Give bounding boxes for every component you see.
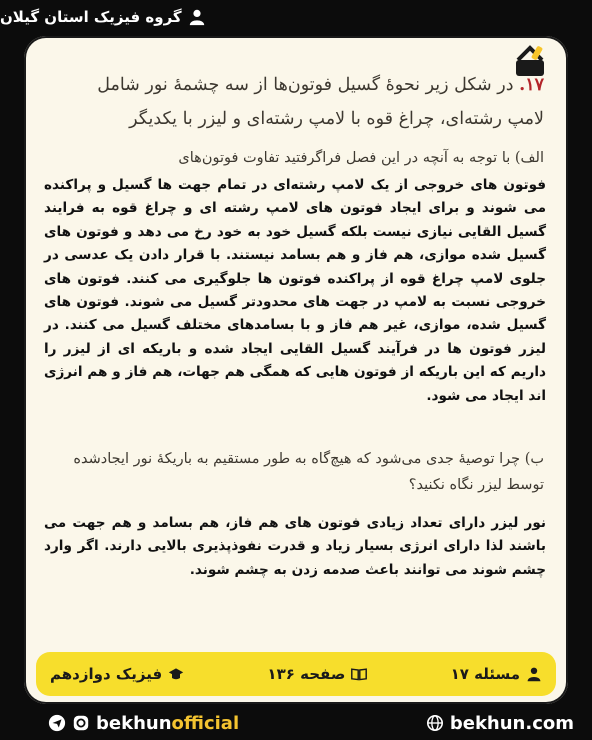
footer-book-label: فیزیک دوازدهم bbox=[50, 665, 163, 683]
part-b-question: ب) چرا توصیهٔ جدی می‌شود که هیچ‌گاه به طور مستقیم به باریکهٔ نور ایجادشده توسط لیزر نگاه نکنید؟ bbox=[73, 451, 544, 493]
bottom-bar bbox=[0, 706, 592, 740]
problem-statement bbox=[64, 68, 544, 136]
globe-icon bbox=[426, 714, 444, 732]
website-link[interactable] bbox=[426, 713, 574, 734]
part-a-question: الف) با توجه به آنچه در این فصل فراگرفتید تفاوت فوتون‌های bbox=[178, 150, 544, 166]
handle-suffix: official bbox=[171, 712, 240, 734]
part-b-answer: نور لیزر دارای تعداد زیادی فوتون های هم فاز، هم بسامد و هم جهت می باشند لذا دارای انرژی بسیار زیاد و قدرت نفوذپذیری بالایی دارند. اگر وارد چشم شوند می توانند باعث صدمه زدن به چشم شوند. bbox=[44, 515, 546, 578]
handle-prefix: bekhun bbox=[96, 712, 172, 734]
user-icon bbox=[188, 8, 206, 26]
problem-text: در شکل زیر نحوهٔ گسیل فوتون‌ها از سه چشمهٔ نور شامل لامپ رشته‌ای، چراغ قوه با لامپ رشته‌ای و لیزر با یکدیگر bbox=[97, 75, 544, 129]
user-icon bbox=[526, 666, 542, 682]
website-url: bekhun.com bbox=[449, 712, 574, 734]
telegram-icon bbox=[48, 714, 66, 732]
footer-page-label: صفحه ۱۳۶ bbox=[267, 665, 346, 683]
social-handle[interactable] bbox=[48, 713, 239, 734]
footer-page bbox=[267, 665, 367, 683]
problem-number: ۱۷. bbox=[519, 75, 544, 95]
open-book-icon bbox=[351, 666, 367, 682]
content-card bbox=[24, 36, 568, 704]
graduation-cap-icon bbox=[168, 666, 184, 682]
footer-problem-label: مسئله ۱۷ bbox=[450, 665, 520, 683]
footer-bar bbox=[36, 652, 556, 696]
top-bar bbox=[0, 0, 592, 34]
instagram-icon bbox=[72, 714, 90, 732]
part-a-answer: فوتون های خروجی از یک لامپ رشته‌ای در تمام جهت ها گسیل و پراکنده می شوند و برای ایجاد فوتون های لامپ رشته ای و چراغ قوه به فرایند گسیل القایی نیازی نیست بلکه گسیل خود به خود رخ می دهد و فوتون های گسیل شده موازی، هم فاز و هم بسامد نیستند. با قرار دادن یک عدسی در جلوی لامپ چراغ قوه از پراکنده فوتون ها جلوگیری می کنند. فوتون های خروجی نسبت به لامپ در جهت های محدودتر گسیل می شوند. فوتون های گسیل شده، موازی، غیر هم فاز و با بسامدهای مختلف گسیل می کنند. در لیزر فوتون ها در فرآیند گسیل القایی ایجاد شده و باریکه ای از لیزر را داریم که این باریکه از فوتون هایی که همگی هم جهات، هم فاز و هم انرژی اند ایجاد می شود. bbox=[44, 177, 546, 404]
footer-problem bbox=[451, 665, 542, 683]
footer-book bbox=[50, 665, 184, 683]
group-title: گروه فیزیک استان گیلان bbox=[0, 8, 182, 26]
